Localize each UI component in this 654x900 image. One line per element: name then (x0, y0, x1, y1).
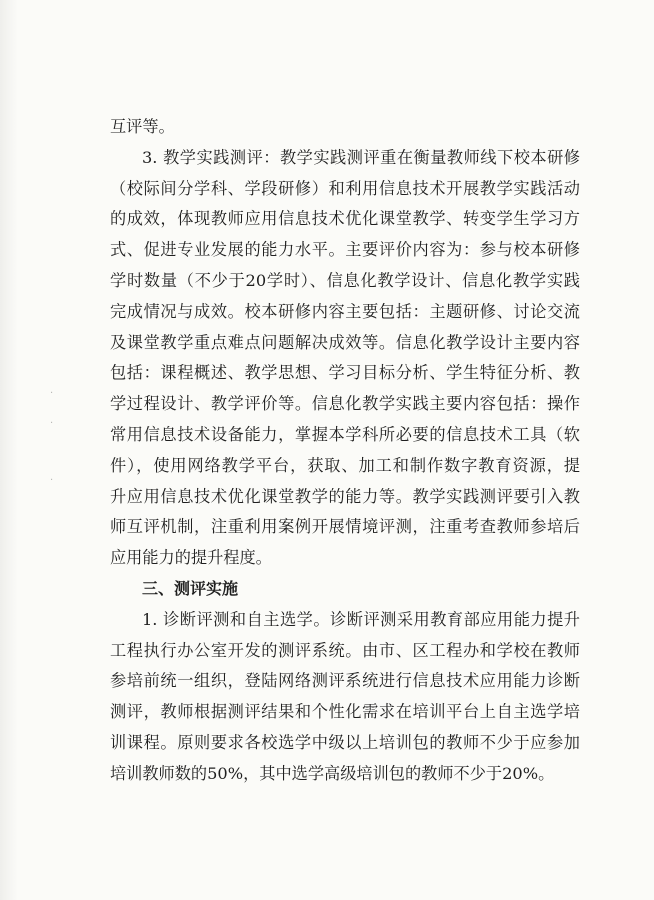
text-line: 培训教师数的50%，其中选学高级培训包的教师不少于20%。 (110, 763, 555, 783)
body-text (110, 112, 580, 790)
text-line: 学时数量（不少于20学时）、信息化教学设计、信息化教学实践 (110, 270, 580, 290)
text-line: 互评等。 (110, 117, 175, 136)
text-line: 师互评机制，注重利用案例开展情境评测，注重考查教师参培后 (110, 517, 580, 537)
text-line: 训课程。原则要求各校选学中级以上培训包的教师不少于应参加 (110, 732, 580, 752)
text-line: 测评，教师根据测评结果和个性化需求在培训平台上自主选学培 (110, 702, 580, 722)
text-line: 及课堂教学重点难点问题解决成效等。信息化教学设计主要内容 (110, 332, 580, 352)
text-line: 式、促进专业发展的能力水平。主要评价内容为：参与校本研修 (110, 240, 580, 260)
text-line: 学过程设计、教学评价等。信息化教学实践主要内容包括：操作 (110, 394, 580, 414)
text-line: 工程执行办公室开发的测评系统。由市、区工程办和学校在教师 (110, 640, 580, 660)
text-line: 完成情况与成效。校本研修内容主要包括：主题研修、讨论交流 (110, 301, 580, 321)
binding-hole-mark: · (50, 388, 54, 399)
binding-hole-mark: · (50, 418, 54, 429)
text-line: 常用信息技术设备能力，掌握本学科所必要的信息技术工具（软 (110, 424, 580, 444)
text-line: 参培前统一组织，登陆网络测评系统进行信息技术应用能力诊断 (110, 671, 580, 691)
text-line: 升应用信息技术优化课堂教学的能力等。教学实践测评要引入教 (110, 486, 580, 506)
section-heading: 三、测评实施 (142, 578, 239, 598)
text-line: （校际间分学科、学段研修）和利用信息技术开展教学实践活动 (110, 178, 580, 198)
text-line: 件），使用网络教学平台，获取、加工和制作数字教育资源，提 (110, 455, 580, 475)
text-line: 应用能力的提升程度。 (110, 548, 272, 568)
text-line: 包括：课程概述、教学思想、学习目标分析、学生特征分析、教 (110, 363, 580, 383)
binding-hole-mark: · (50, 475, 54, 486)
text-line: 的成效，体现教师应用信息技术优化课堂教学、转变学生学习方 (110, 209, 580, 229)
paragraph-start-line: 3. 教学实践测评：教学实践测评重在衡量教师线下校本研修 (142, 147, 580, 167)
paragraph-start-line: 1. 诊断评测和自主选学。诊断评测采用教育部应用能力提升 (142, 609, 580, 629)
